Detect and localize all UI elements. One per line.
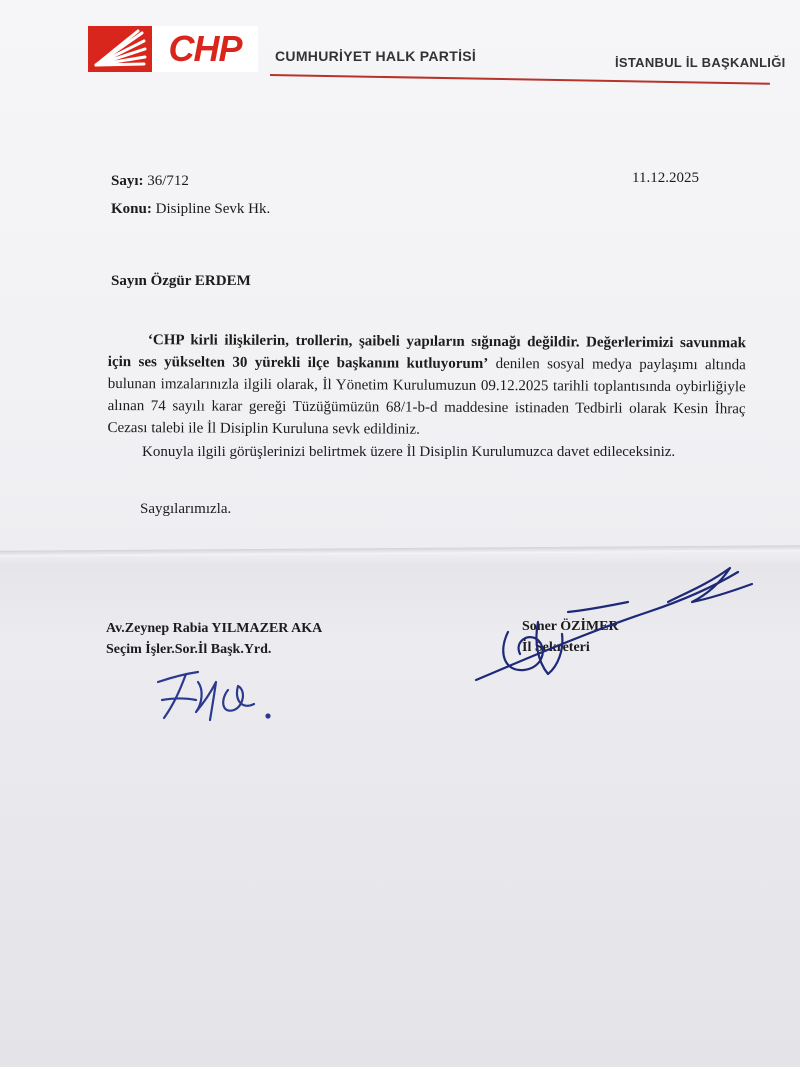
letter-number	[111, 173, 189, 190]
letter-subject	[111, 201, 270, 218]
paragraph-1	[107, 329, 746, 442]
subject-value: Disipline Sevk Hk.	[155, 201, 271, 217]
quoted-post: ‘CHP kirli ilişkilerin, trollerin, şaibeli yapıların sığınağı değildir. Değerlerimizi savunmak için ses yükselten 30 yürekli ilçe başkanını kutluyorum’	[107, 332, 746, 372]
signature-right-icon	[468, 562, 758, 692]
signatory-title: Seçim İşler.Sor.İl Başk.Yrd.	[106, 642, 272, 657]
number-value: 36/712	[147, 173, 189, 189]
signatory-title: İl Sekreteri	[522, 640, 590, 655]
office-name: İSTANBUL İL BAŞKANLIĞI	[615, 55, 786, 70]
letter-body	[107, 329, 746, 442]
subject-label: Konu:	[111, 201, 152, 217]
letter-date: 11.12.2025	[632, 170, 699, 186]
party-name: CUMHURİYET HALK PARTİSİ	[275, 48, 477, 64]
six-arrows-icon	[88, 26, 152, 72]
paragraph-2: Konuyla ilgili görüşlerinizi belirtmek üzere İl Disiplin Kurulumuzca davet edileceksiniz.	[142, 444, 676, 460]
signature-left-icon	[150, 660, 290, 730]
logo-wordmark: CHP	[152, 26, 258, 72]
signatory-left	[106, 618, 322, 660]
salutation: Sayın Özgür ERDEM	[111, 273, 251, 289]
signatory-name: Soner ÖZİMER	[522, 619, 619, 634]
signatory-name: Av.Zeynep Rabia YILMAZER AKA	[106, 621, 323, 636]
chp-logo	[88, 26, 258, 72]
paragraph-1-text: denilen sosyal medya paylaşımı altında bulunan imzalarınızla ilgili olarak, İl Yönetim Kurulumuzun 09.12.2025 tarihli toplantısında oybirliğiyle alınan 74 sayılı karar gereği Tüzüğümüzün 68/1-b-d maddesine istinaden Tedbirli olarak Kesin İhraç Cezası talebi ile İl Disiplin Kuruluna sevk edildiniz.	[107, 356, 746, 438]
closing: Saygılarımızla.	[140, 501, 232, 517]
number-label: Sayı:	[111, 173, 144, 189]
